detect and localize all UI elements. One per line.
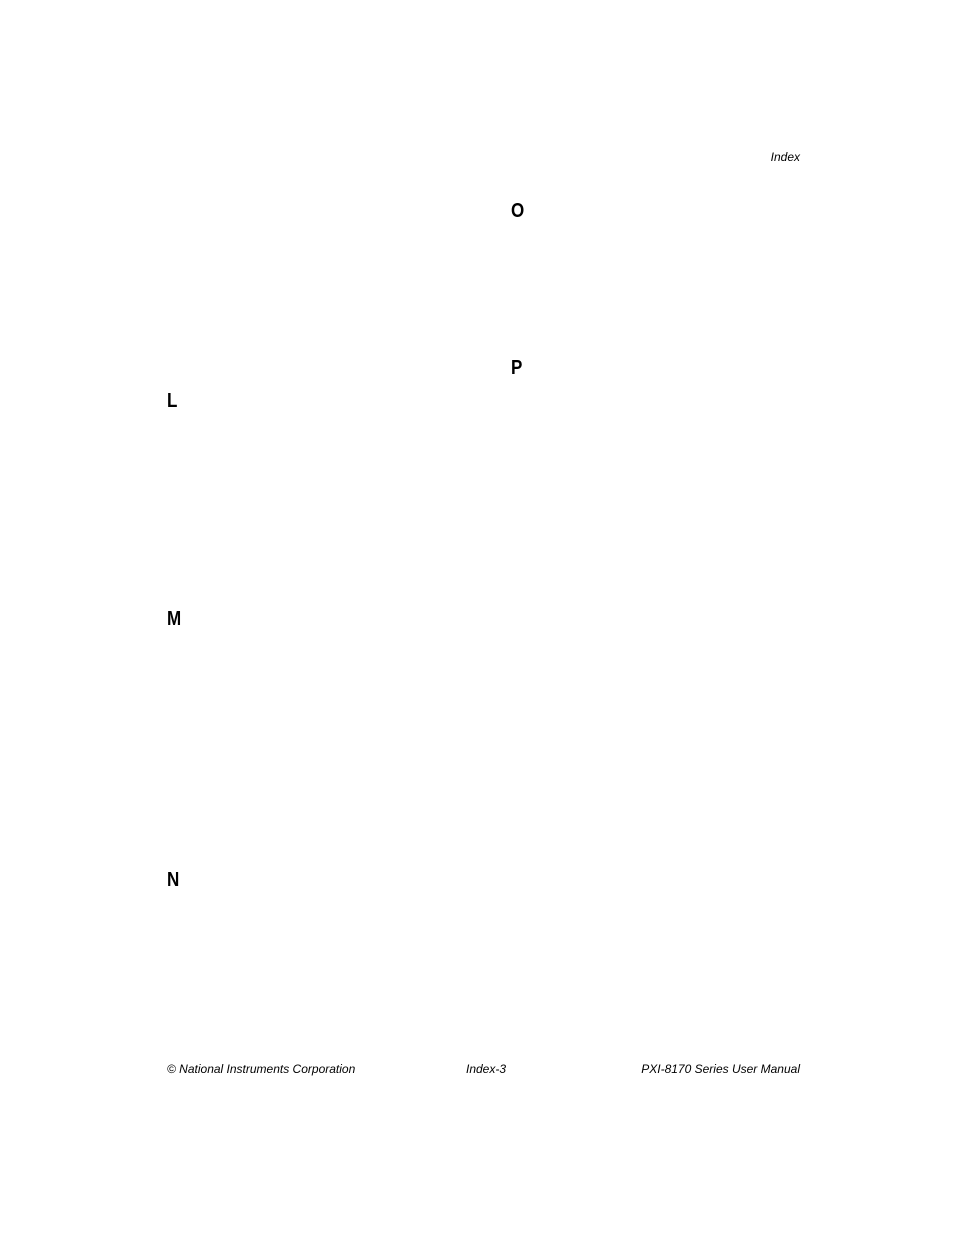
index-section-heading-m: M (167, 608, 182, 630)
index-section-heading-p: P (511, 357, 523, 379)
index-section-heading-n: N (167, 869, 180, 891)
footer-page-number: Index-3 (466, 1062, 507, 1076)
index-section-heading-o: O (511, 200, 525, 222)
running-head: Index (770, 150, 800, 164)
index-section-heading-l: L (167, 390, 178, 412)
footer-copyright: © National Instruments Corporation (167, 1062, 356, 1076)
footer-manual-title: PXI-8170 Series User Manual (641, 1062, 800, 1076)
